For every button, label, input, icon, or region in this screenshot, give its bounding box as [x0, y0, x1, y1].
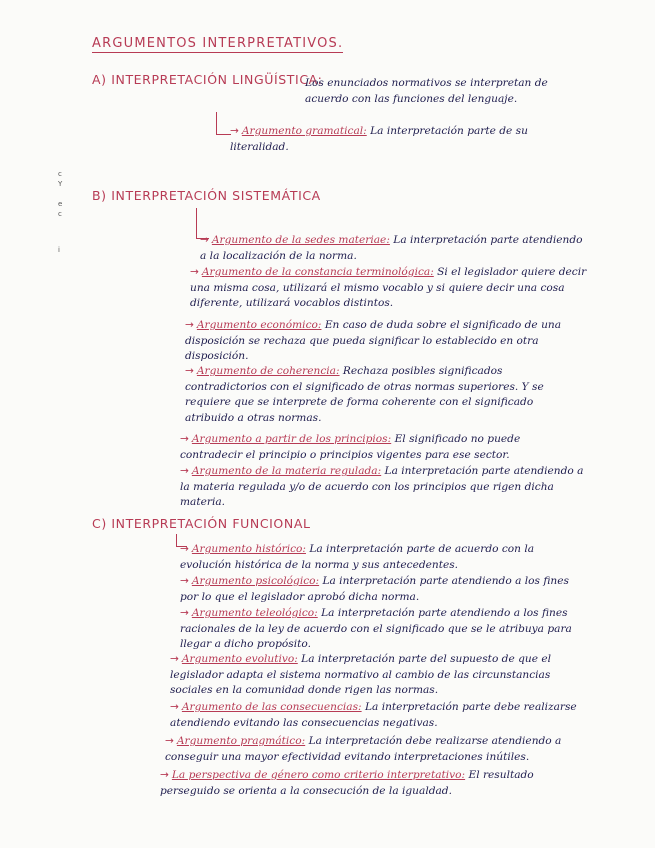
item-label: Argumento de coherencia:: [196, 365, 340, 377]
item-label: Argumento de la materia regulada:: [191, 465, 382, 477]
item-label: Argumento teleológico:: [191, 607, 318, 619]
item-label: Argumento económico:: [196, 319, 322, 331]
margin-mark: e: [58, 200, 63, 208]
item-label: La perspectiva de género como criterio interpretativo:: [171, 769, 466, 781]
item-text: Rechaza posibles significados contradictorios con el significado de otras normas superiores. Y se requiere que se interprete de forma coherente con el significado atribuido a otras normas.: [185, 365, 544, 424]
list-item: [180, 432, 585, 463]
item-label: Argumento de la sedes materiae:: [211, 234, 390, 246]
item-label: Argumento evolutivo:: [181, 653, 298, 665]
item-label: Argumento a partir de los principios:: [191, 433, 392, 445]
item-label: Argumento psicológico:: [191, 575, 320, 587]
margin-mark: c: [58, 170, 62, 178]
list-item: [185, 364, 585, 426]
list-item: [180, 606, 590, 653]
margin-mark: Y: [58, 180, 63, 188]
item-text: El resultado perseguido se orienta a la consecución de la igualdad.: [160, 769, 534, 797]
section-a-text: Los enunciados normativos se interpretan de acuerdo con las funciones del lenguaje.: [305, 77, 548, 105]
arrow-icon: →: [180, 607, 189, 619]
list-item: [230, 124, 585, 155]
item-text: La interpretación parte atendiendo a la localización de la norma.: [200, 234, 583, 262]
list-item: [180, 542, 585, 573]
item-text: La interpretación parte del supuesto de que el legislador adapta el sistema normativo al cambio de las circunstancias sociales en la comunidad donde rigen las normas.: [170, 653, 552, 696]
arrow-icon: →: [200, 234, 209, 246]
list-item: [200, 233, 585, 264]
arrow-icon: →: [180, 433, 189, 445]
item-text: En caso de duda sobre el significado de una disposición se rechaza que pueda significar lo establecido en otra disposición.: [185, 319, 562, 362]
arrow-icon: →: [180, 465, 189, 477]
arrow-icon: →: [185, 365, 194, 377]
arrow-icon: →: [185, 319, 194, 331]
arrow-icon: →: [165, 735, 174, 747]
item-text: La interpretación parte atendiendo a la materia regulada y/o de acuerdo con los principios que rigen dicha materia.: [180, 465, 584, 508]
section-a-definition: [305, 76, 585, 107]
item-text: La interpretación debe realizarse atendiendo a conseguir una mayor efectividad evitando interpretaciones inútiles.: [165, 735, 562, 763]
item-label: Argumento gramatical:: [241, 125, 367, 137]
item-label: Argumento de las consecuencias:: [181, 701, 362, 713]
section-b-heading: [92, 188, 321, 203]
item-text: La interpretación parte atendiendo a los fines por lo que el legislador aprobó dicha norma.: [180, 575, 569, 603]
section-a-title: A) INTERPRETACIÓN LINGÜÍSTICA:: [92, 72, 323, 87]
section-c-title: C) INTERPRETACIÓN FUNCIONAL: [92, 516, 311, 531]
list-item: [185, 318, 585, 365]
section-c-heading: [92, 516, 311, 531]
list-item: [170, 700, 590, 731]
arrow-icon: →: [180, 543, 189, 555]
list-item: [190, 265, 590, 312]
bracket-line: [216, 112, 231, 135]
section-b-title: B) INTERPRETACIÓN SISTEMÁTICA: [92, 188, 321, 203]
arrow-icon: →: [190, 266, 199, 278]
page-title: ARGUMENTOS INTERPRETATIVOS.: [92, 36, 344, 51]
item-text: Si el legislador quiere decir una misma cosa, utilizará el mismo vocablo y si quiere decir una cosa diferente, utilizará vocablos distintos.: [190, 266, 587, 309]
item-text: La interpretación parte atendiendo a los fines racionales de la ley de acuerdo con el significado que se le atribuya para llegar a dicho propósito.: [180, 607, 572, 650]
item-text: La interpretación parte de acuerdo con la evolución histórica de la norma y sus antecedentes.: [180, 543, 535, 571]
arrow-icon: →: [180, 575, 189, 587]
margin-mark: c: [58, 210, 62, 218]
arrow-icon: →: [230, 125, 239, 137]
section-a-heading: [92, 72, 322, 87]
item-label: Argumento de la constancia terminológica:: [201, 266, 434, 278]
arrow-icon: →: [170, 653, 179, 665]
list-item: [180, 464, 585, 511]
item-label: Argumento histórico:: [191, 543, 306, 555]
item-text: La interpretación parte de su literalidad.: [230, 125, 528, 153]
arrow-icon: →: [160, 769, 169, 781]
list-item: [180, 574, 585, 605]
item-text: El significado no puede contradecir el principio o principios vigentes para ese sector.: [180, 433, 521, 461]
item-text: La interpretación parte debe realizarse atendiendo evitando las consecuencias negativas.: [170, 701, 577, 729]
list-item: [165, 734, 590, 765]
margin-mark: i: [58, 246, 60, 254]
list-item: [170, 652, 590, 699]
list-item: [160, 768, 590, 799]
arrow-icon: →: [170, 701, 179, 713]
item-label: Argumento pragmático:: [176, 735, 306, 747]
